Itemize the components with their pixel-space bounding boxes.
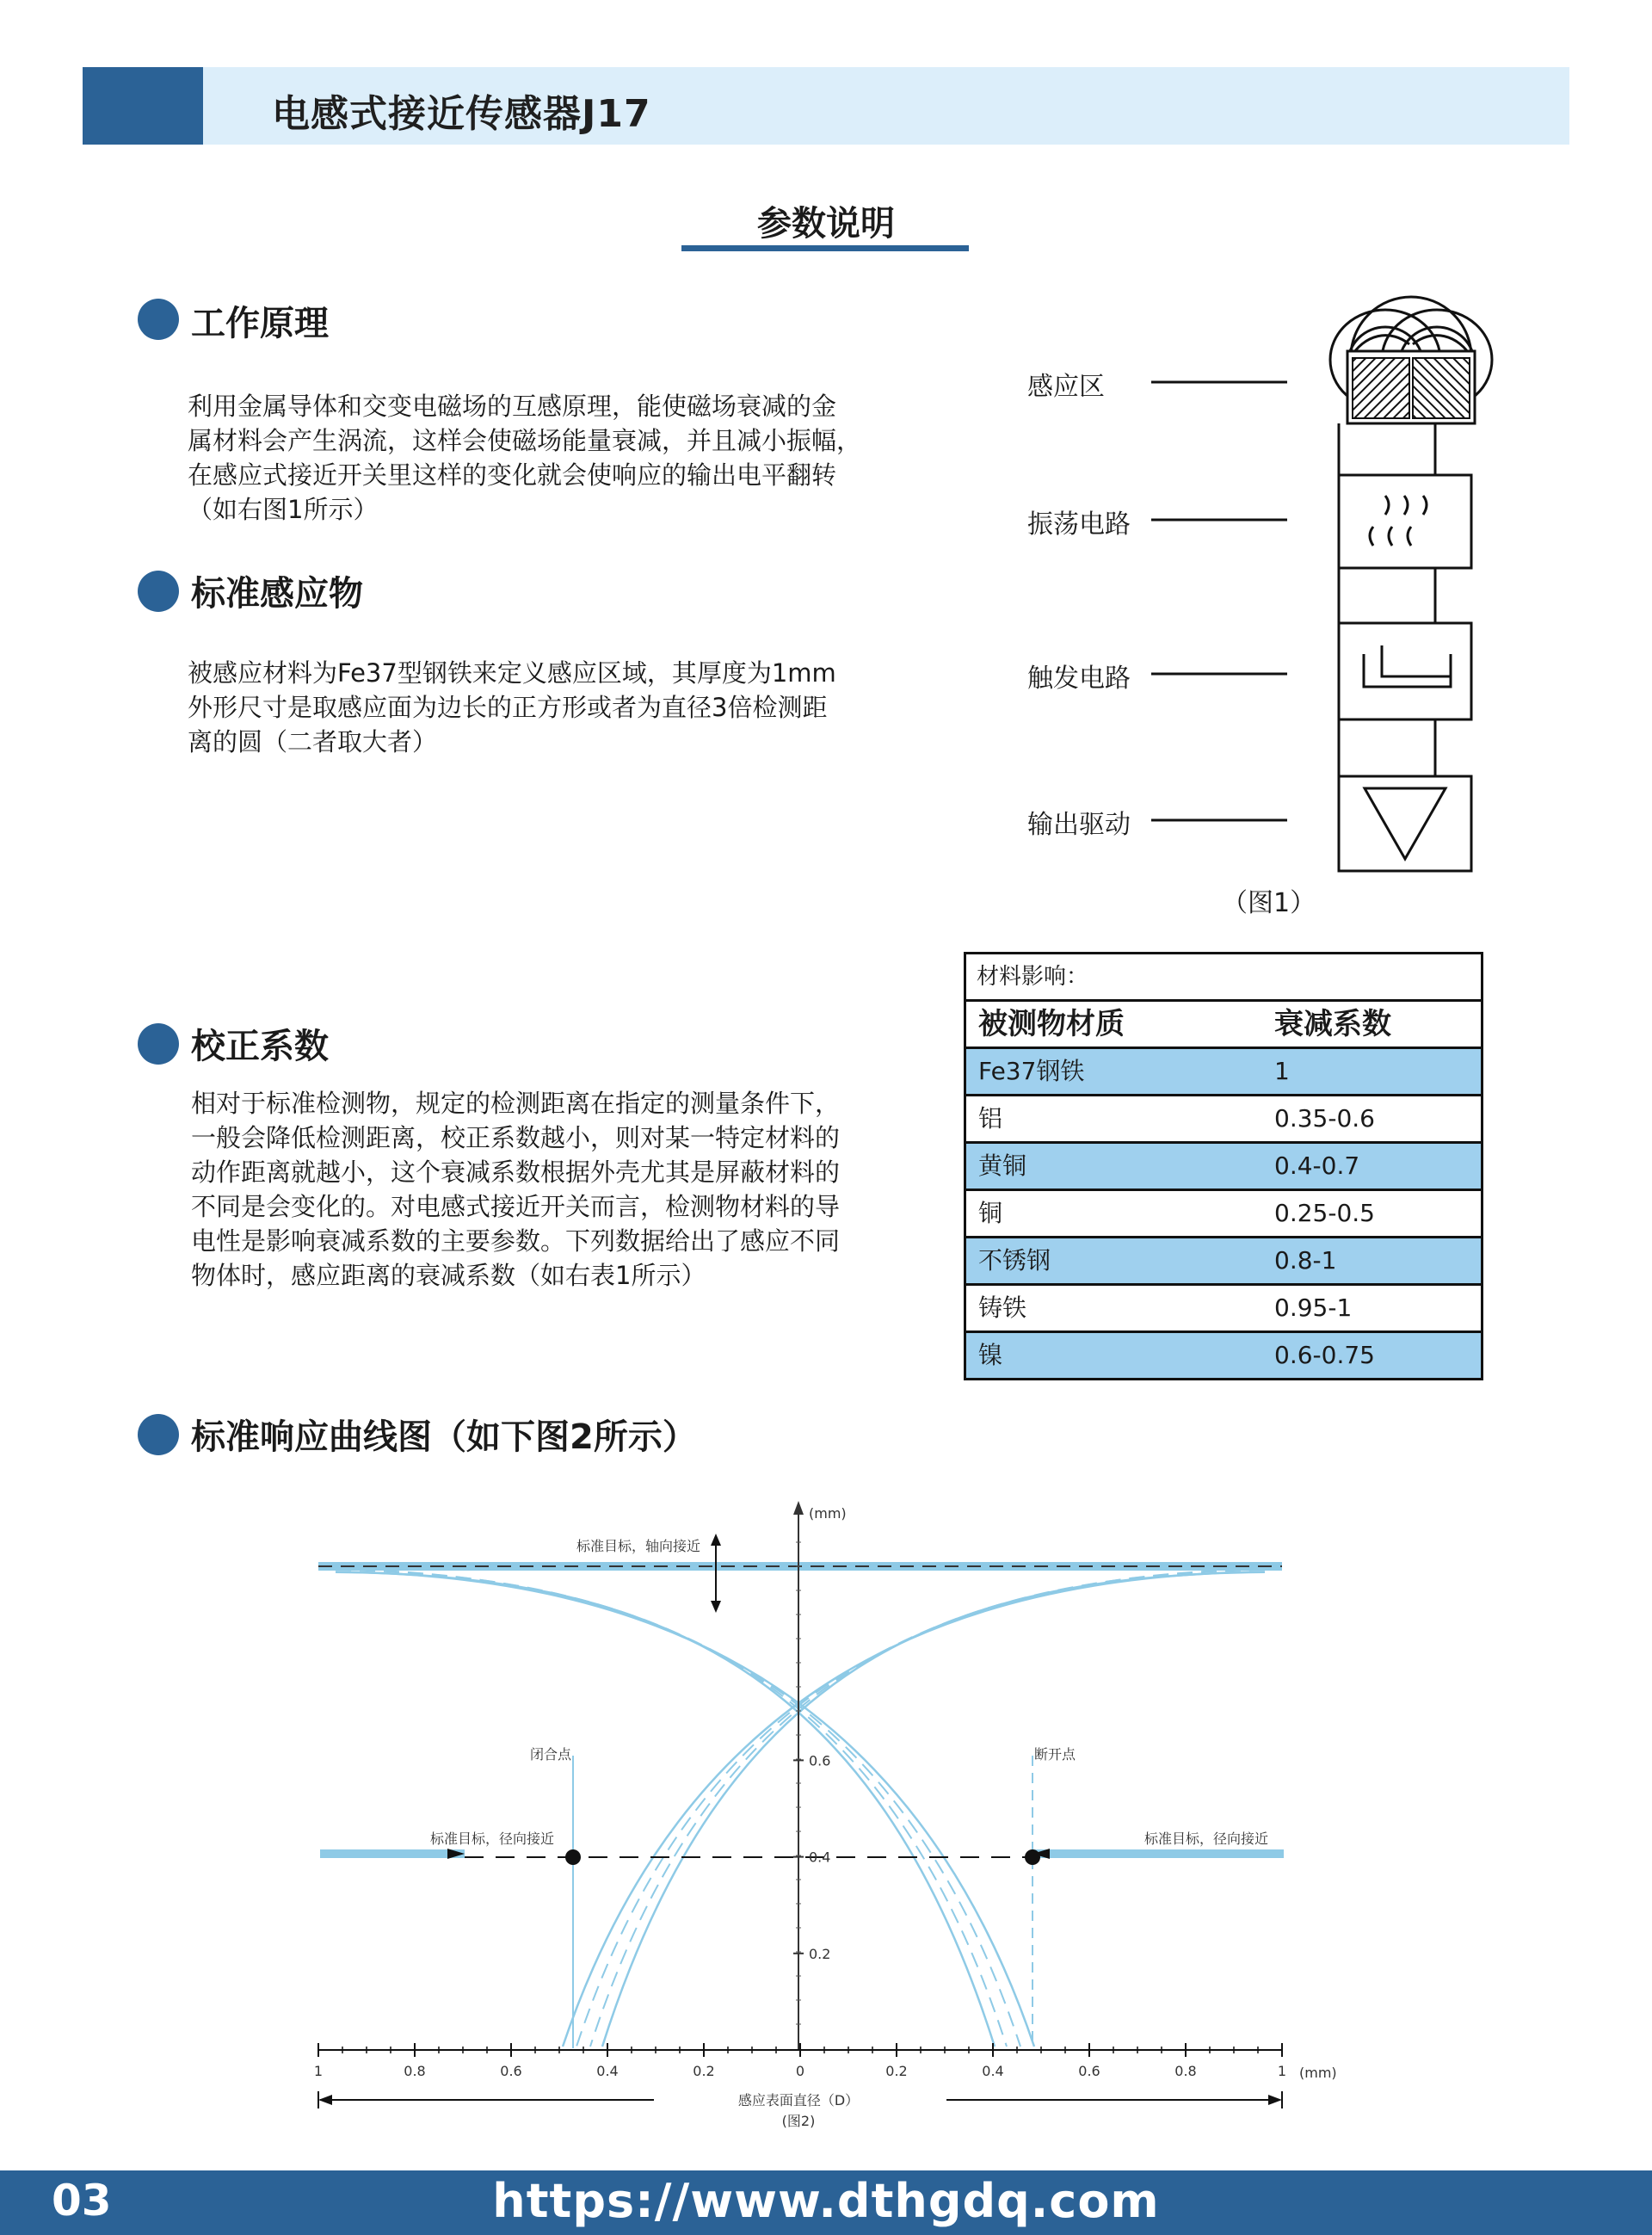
correction-line: 相对于标准检测物，规定的检测距离在指定的测量条件下， bbox=[191, 1089, 841, 1118]
response-curve-line bbox=[336, 1572, 995, 2047]
cell-factor: 1 bbox=[1274, 1057, 1290, 1085]
heading-principle: 工作原理 bbox=[191, 304, 329, 343]
label-open-point: 断开点 bbox=[1034, 1746, 1076, 1763]
response-curve-line bbox=[336, 1571, 1034, 2047]
x-axis-title: 感应表面直径（D） bbox=[737, 2092, 860, 2108]
y-tick-label: 0.4 bbox=[809, 1849, 831, 1866]
principle-line: （如右图1所示） bbox=[188, 495, 379, 524]
table-row bbox=[966, 1286, 1481, 1333]
x-tick-label: 0.8 bbox=[404, 2063, 426, 2079]
oscillator-icon bbox=[1339, 475, 1471, 568]
correction-line: 动作距离就越小，这个衰减系数根据外壳尤其是屏蔽材料的 bbox=[191, 1158, 841, 1187]
page-number: 03 bbox=[52, 2176, 112, 2226]
section-title: 参数说明 bbox=[757, 204, 895, 244]
x-tick-label: 0.6 bbox=[500, 2063, 522, 2079]
correction-paragraph bbox=[191, 1086, 840, 1293]
cell-material: 黄铜 bbox=[978, 1151, 1027, 1180]
cell-material: 铜 bbox=[978, 1199, 1003, 1227]
response-curve-line bbox=[563, 1571, 1265, 2047]
standard-target-line: 外形尺寸是取感应面为边长的正方形或者为直径3倍检测距 bbox=[188, 693, 828, 722]
label-radial-left: 标准目标，径向接近 bbox=[430, 1831, 555, 1847]
principle-line: 在感应式接近开关里这样的变化就会使响应的输出电平翻转 bbox=[188, 460, 837, 490]
output-driver-icon bbox=[1339, 776, 1471, 871]
response-curves bbox=[336, 1569, 1265, 2047]
principle-line: 利用金属导体和交变电磁场的互感原理，能使磁场衰减的金 bbox=[188, 392, 837, 421]
y-tick-label: 0.2 bbox=[809, 1945, 831, 1962]
table-row bbox=[966, 1049, 1481, 1096]
x-tick-label: 0.2 bbox=[885, 2063, 908, 2079]
fig1-label-oscillator: 振荡电路 bbox=[1027, 509, 1131, 540]
figure1-diagram bbox=[1136, 275, 1532, 878]
cell-material: 镍 bbox=[978, 1341, 1003, 1369]
table-header-row bbox=[966, 1002, 1481, 1049]
response-curve-line bbox=[576, 1569, 1265, 2047]
bullet-dot-icon bbox=[138, 299, 179, 340]
footer-url-link[interactable]: https://www.dthgdq.com bbox=[492, 2174, 1160, 2228]
response-curve-figure bbox=[293, 1489, 1359, 2134]
label-axial-target: 标准目标，轴向接近 bbox=[576, 1538, 701, 1554]
section-title-underline bbox=[681, 245, 969, 251]
figure2-caption: (图2) bbox=[781, 2113, 816, 2129]
fig1-label-sensing-zone: 感应区 bbox=[1027, 372, 1105, 402]
material-table bbox=[964, 952, 1483, 1380]
bullet-dot-icon bbox=[138, 1414, 179, 1455]
x-ticks bbox=[314, 2043, 1286, 2079]
x-axis-unit: (mm) bbox=[1299, 2065, 1337, 2081]
y-tick-label: 0.6 bbox=[809, 1752, 831, 1769]
cell-factor: 0.6-0.75 bbox=[1274, 1341, 1375, 1369]
x-tick-label: 0.4 bbox=[596, 2063, 619, 2079]
x-tick-label: 0.8 bbox=[1174, 2063, 1197, 2079]
fig1-label-output-driver: 输出驱动 bbox=[1027, 810, 1131, 840]
correction-line: 物体时，感应距离的衰减系数（如右表1所示） bbox=[191, 1261, 706, 1290]
heading-response-curve: 标准响应曲线图（如下图2所示） bbox=[191, 1417, 697, 1457]
y-axis-unit: (mm) bbox=[809, 1505, 847, 1522]
trigger-icon bbox=[1339, 623, 1471, 719]
y-ticks bbox=[793, 1542, 830, 2024]
bullet-dot-icon bbox=[138, 571, 179, 612]
standard-target-line: 离的圆（二者取大者） bbox=[188, 727, 438, 756]
close-point-marker bbox=[565, 1849, 581, 1865]
x-tick-label: 0.2 bbox=[693, 2063, 715, 2079]
table-row bbox=[966, 1191, 1481, 1238]
page-title: 电感式接近传感器J17 bbox=[272, 92, 651, 136]
table-row bbox=[966, 1144, 1481, 1191]
x-tick-label: 0.6 bbox=[1078, 2063, 1100, 2079]
table-header-material: 被测物材质 bbox=[978, 1007, 1125, 1041]
table-row bbox=[966, 1096, 1481, 1144]
header-accent-block bbox=[83, 67, 203, 145]
cell-material: 不锈钢 bbox=[978, 1246, 1051, 1275]
table-row bbox=[966, 1333, 1481, 1378]
cell-factor: 0.35-0.6 bbox=[1274, 1104, 1375, 1133]
x-tick-label: 1 bbox=[1277, 2063, 1287, 2079]
open-point-marker bbox=[1025, 1849, 1040, 1865]
table-caption: 材料影响： bbox=[966, 954, 1481, 1002]
cell-factor: 0.4-0.7 bbox=[1274, 1151, 1360, 1180]
response-curve-line bbox=[336, 1569, 1020, 2047]
standard-target-paragraph bbox=[188, 656, 836, 759]
correction-line: 一般会降低检测距离，校正系数越小，则对某一特定材料的 bbox=[191, 1123, 841, 1152]
label-radial-right: 标准目标，径向接近 bbox=[1144, 1831, 1269, 1847]
response-curve-line bbox=[602, 1572, 1265, 2047]
label-close-point: 闭合点 bbox=[530, 1746, 572, 1763]
cell-factor: 0.25-0.5 bbox=[1274, 1199, 1375, 1227]
cell-factor: 0.8-1 bbox=[1274, 1246, 1337, 1275]
x-tick-label: 0 bbox=[795, 2063, 805, 2079]
cell-material: Fe37钢铁 bbox=[978, 1057, 1085, 1085]
bullet-dot-icon bbox=[138, 1023, 179, 1065]
table-header-factor: 衰减系数 bbox=[1274, 1007, 1391, 1041]
heading-correction: 校正系数 bbox=[191, 1027, 329, 1066]
fig1-label-trigger: 触发电路 bbox=[1027, 664, 1131, 694]
x-tick-label: 0.4 bbox=[982, 2063, 1004, 2079]
x-tick-label: 1 bbox=[313, 2063, 324, 2079]
principle-paragraph bbox=[188, 389, 861, 527]
table-row bbox=[966, 1238, 1481, 1286]
cell-factor: 0.95-1 bbox=[1274, 1293, 1353, 1322]
standard-target-line: 被感应材料为Fe37型钢铁来定义感应区域，其厚度为1mm bbox=[188, 658, 836, 688]
correction-line: 不同是会变化的。对电感式接近开关而言，检测物材料的导 bbox=[191, 1192, 841, 1221]
fig1-caption: （图1） bbox=[1222, 888, 1316, 918]
correction-line: 电性是影响衰减系数的主要参数。下列数据给出了感应不同 bbox=[191, 1226, 841, 1256]
cell-material: 铸铁 bbox=[978, 1293, 1027, 1322]
principle-line: 属材料会产生涡流，这样会使磁场能量衰减，并且减小振幅， bbox=[188, 426, 862, 455]
heading-standard-target: 标准感应物 bbox=[191, 574, 363, 614]
cell-material: 铝 bbox=[978, 1104, 1003, 1133]
